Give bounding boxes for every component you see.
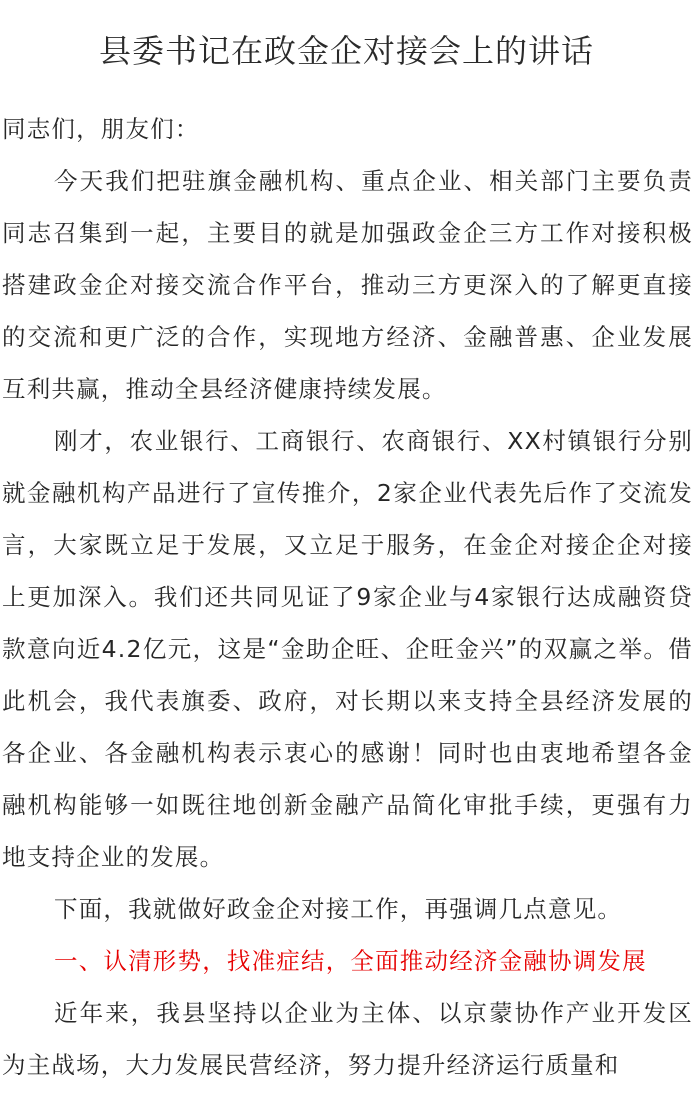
section-heading-1: 一、认清形势，找准症结，全面推动经济金融协调发展 <box>54 947 647 975</box>
paragraph-section-1: 近年来，我县坚持以企业为主体、以京蒙协作产业开发区为主战场，大力发展民营经济，努力提升经济运行质量和 <box>2 999 693 1079</box>
paragraph-transition: 下面，我就做好政金企对接工作，再强调几点意见。 <box>54 895 623 923</box>
salutation: 同志们，朋友们： <box>2 115 200 143</box>
document-body <box>2 103 693 1091</box>
paragraph-review: 刚才，农业银行、工商银行、农商银行、XX村镇银行分别就金融机构产品进行了宣传推介，2家企业代表先后作了交流发言，大家既立足于发展，又立足于服务，在金企对接企企对接上更加深入。我们还共同见证了9家企业与4家银行达成融资贷款意向近4.2亿元，这是“金助企旺、企旺金兴”的双赢之举。借此机会，我代表旗委、政府，对长期以来支持全县经济发展的各企业、各金融机构表示衷心的感谢！同时也由衷地希望各金融机构能够一如既往地创新金融产品简化审批手续，更强有力地支持企业的发展。 <box>2 427 693 871</box>
document-title: 县委书记在政金企对接会上的讲话 <box>98 32 594 70</box>
paragraph-opening: 今天我们把驻旗金融机构、重点企业、相关部门主要负责同志召集到一起，主要目的就是加强政金企三方工作对接积极搭建政金企对接交流合作平台，推动三方更深入的了解更直接的交流和更广泛的合作，实现地方经济、金融普惠、企业发展互利共赢，推动全县经济健康持续发展。 <box>2 167 693 403</box>
